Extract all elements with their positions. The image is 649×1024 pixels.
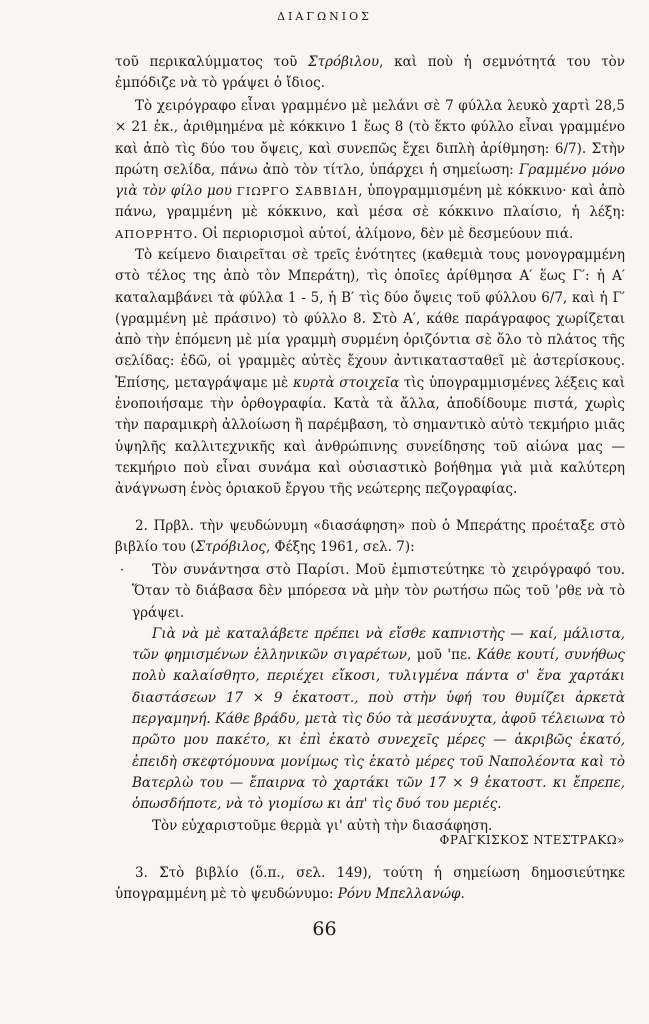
pseudonym-italic: Ρόνυ Μπελλανώφ	[337, 886, 461, 903]
quote-italic: Γιὰ νὰ μὲ καταλάβετε πρέπει νὰ εἴσθε καπνιστὴς — καί, μάλιστα, τῶν φημισμένων ἑλληνικῶν σιγαρέτων	[132, 625, 625, 664]
text-run: , ὑπογραμμισμένη μὲ κόκκινο· καὶ ἀπὸ πάνω, γραμμένη μὲ κόκκινο, καὶ μέσα σὲ κόκκινο πλαίσιο, ἡ λέξη:	[115, 183, 625, 221]
text-run: , μοῦ 'πε.	[407, 647, 477, 664]
margin-mark: ·	[120, 563, 125, 578]
footnote-2	[115, 516, 625, 559]
quote-paragraph-1: Τὸν συνάντησα στὸ Παρίσι. Μοῦ ἐμπιστεύτηκε τὸ χειρόγραφό του. Ὅταν τὸ διάβασα δὲν μπόρεσα νὰ μὴν τὸν ρωτήσω πῶς τοῦ 'ρθε νὰ τὸ γράψει.	[132, 562, 625, 621]
paragraph-structure	[115, 245, 625, 501]
quote-paragraph-2	[132, 624, 625, 816]
footnote-3	[115, 863, 625, 906]
quote-italic: Κάθε κουτί, συνήθως πολὺ καλαίσθητο, περιέχει εἴκοσι, τυλιγμένα πάντα σ' ἕνα χαρτάκι διαστάσεων 17 × 9 ἑκατοστ., ποὺ στὴν ὑφή του θυμίζει ἀρκετὰ περγαμηνή. Κάθε βράδυ, μετὰ τὶς δύο τὰ μεσάνυχτα, ἀφοῦ τέλειωνα τὸ πρῶτο μου πακέτο, κι ἐπὶ ἑκατὸ συνεχεῖς μέρες — ἀκριβῶς ἑκατό, ἐπειδὴ σκεφτόμουνα μονίμως τὶς ἑκατὸ μέρες τοῦ Ναπολέοντα καὶ τὸ Βατερλὼ του — ἔπαιρνα τὸ χαρτάκι τῶν 17 × 9 ἑκατοστ. κι ἔπρεπε, ὁπωσδήποτε, νὰ τὸ γιομίσω κι ἀπ' τὶς δυό του μεριές.	[132, 647, 625, 813]
text-run: .	[460, 886, 465, 903]
paragraph-manuscript	[115, 96, 625, 245]
inscription-secret: ΑΠΟΡΡΗΤΟ	[115, 226, 194, 241]
quote-paragraph-3: Τὸν εὐχαριστοῦμε θερμὰ γι' αὐτὴ τὴν διασάφηση.	[152, 817, 493, 834]
inscription-name: ΓΙΩΡΓΟ ΣΑΒΒΙΔΗ	[236, 184, 359, 199]
block-quote	[132, 560, 625, 837]
text-run: τὶς ὑπογραμμισμένες λέξεις καὶ ἑνοποιήσαμε τὴν ὀρθογραφία. Κατὰ τὰ ἄλλα, ἀποδίδουμε πιστά, χωρὶς τὴν παραμικρὴ ἀλλοίωση ἢ παρέμβαση, τὸ σημαντικὸ αὐτὸ τεκμήριο μιᾶς ὑψηλῆς καλλιτεχνικῆς καὶ ἀνθρώπινης συνείδησης τοῦ αἰώνα μας — τεκμήριο ποὺ εἶναι συνάμα καὶ οὐσιαστικὸ βοήθημα γιὰ μιὰ καλύτερη ἀνάγνωση ἑνὸς ὁριακοῦ ἔργου τῆς νεώτερης πεζογραφίας.	[115, 374, 625, 498]
running-header: ΔΙΑΓΩΝΙΟΣ	[277, 10, 372, 23]
paragraph-continuation	[115, 52, 625, 95]
signature: ΦΡΑΓΚΙΣΚΟΣ ΝΤΕΣΤΡΑΚΩ»	[439, 833, 625, 847]
text-run: Τὸ κείμενο διαιρεῖται σὲ τρεῖς ἑνότητες (καθεμιὰ τους μονογραμμένη στὸ τέλος της ἀπὸ τὸν Μπεράτη), τὶς ὁποῖες ἀρίθμησα Α′ ἕως Γ′: ἡ Α′ καταλαμβάνει τὰ φύλλα 1 - 5, ἡ Β′ τὶς δύο ὄψεις τοῦ φύλλου 6/7, καὶ ἡ Γ′ (γραμμένη μὲ πράσινο) τὸ φύλλο 8. Στὸ Α′, κάθε παράγραφος χωρίζεται ἀπὸ τὴν ἑπόμενη μὲ μία γραμμὴ συρμένη ὁριζόντια σὲ ὅλο τὸ πλάτος τῆς σελίδας: ἐδῶ, οἱ γραμμὲς αὐτὲς ἔχουν ἀντικατασταθεῖ μὲ ἀστερίσκους. Ἐπίσης, μεταγράψαμε μὲ	[115, 247, 625, 391]
text-run: Τὸ χειρόγραφο εἶναι γραμμένο μὲ μελάνι σὲ 7 φύλλα λευκὸ χαρτὶ 28,5 × 21 ἑκ., ἀριθμημένα μὲ κόκκινο 1 ἕως 8 (τὸ ἕκτο φύλλο εἶναι γραμμένο καὶ ἀπὸ τὶς δύο του ὄψεις, καὶ συνεπῶς ἔχει διπλὴ ἀρίθμηση: 6/7). Στὴν πρώτη σελίδα, πάνω ἀπὸ τὸν τίτλο, ὑπάρχει ἡ σημείωση:	[115, 98, 625, 178]
italic-term: κυρτὰ στοιχεῖα	[292, 374, 400, 391]
text-run: 2. Πρβλ. τὴν ψευδώνυμη «διασάφηση» ποὺ ὁ Μπεράτης προέταξε στὸ βιβλίο του (	[115, 518, 625, 556]
inscription-italic: Γραμμένο μόνο γιὰ τὸν φίλο μου	[115, 161, 625, 200]
text-run: , καὶ ποὺ ἡ σεμνότητά του τὸν ἐμπόδιζε νὰ τὸ γράψει ὁ ἴδιος.	[115, 54, 626, 92]
text-run: , Φέξης 1961, σελ. 7):	[265, 539, 415, 556]
text-run: . Οἱ περιορισμοὶ αὐτοί, ἀλίμονο, δὲν μὲ δεσμεύουν πιά.	[193, 225, 574, 242]
text-run: τοῦ περικαλύμματος τοῦ	[115, 54, 309, 70]
book-title: Στρόβιλος	[195, 539, 266, 556]
title-italic: Στρόβιλου	[308, 54, 380, 70]
page-number: 66	[312, 918, 337, 940]
text-run: 3. Στὸ βιβλίο (ὅ.π., σελ. 149), τούτη ἡ σημείωση δημοσιεύτηκε ὑπογραμμένη μὲ τὸ ψευδώνυμο:	[115, 865, 625, 903]
